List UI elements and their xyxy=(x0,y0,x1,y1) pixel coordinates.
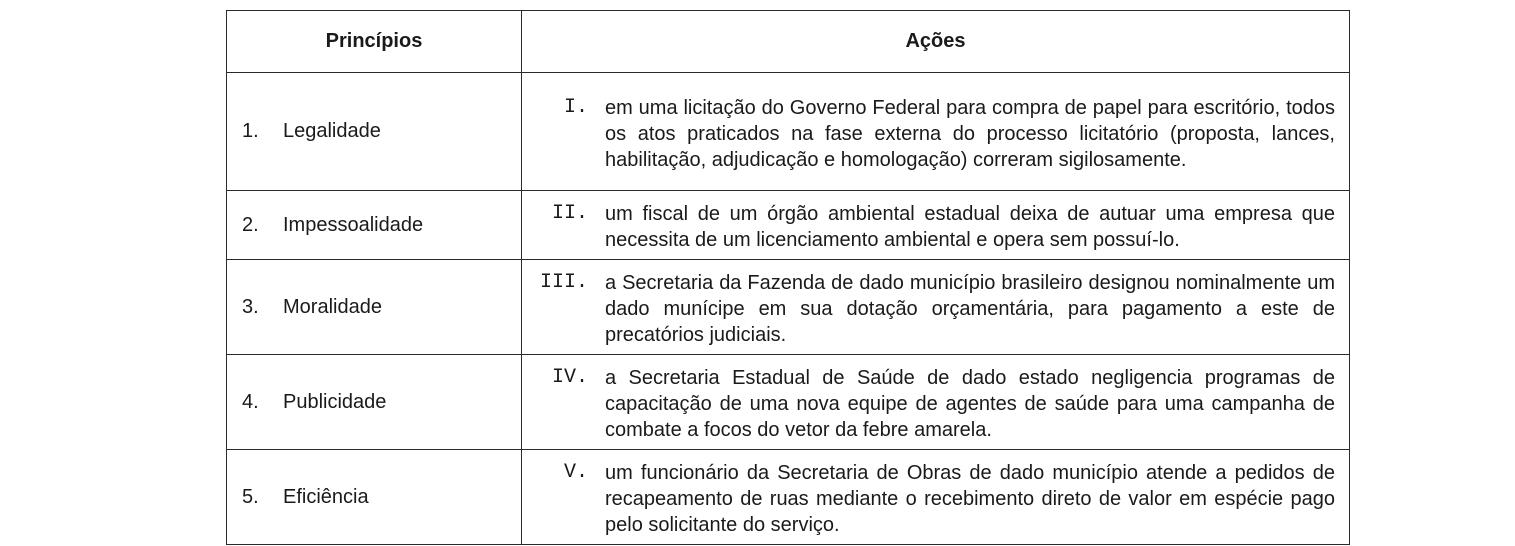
table-row xyxy=(227,73,1350,191)
action-cell xyxy=(522,260,1350,355)
action-cell xyxy=(522,191,1350,260)
action-text: em uma licitação do Governo Federal para compra de papel para escritório, todos os atos praticados na fase externa do processo licitatório (proposta, lances, habilitação, adjudicação e homologação) correram sigilosamente. xyxy=(605,96,1335,171)
principle-name: Eficiência xyxy=(283,485,369,508)
action-text: um funcionário da Secretaria de Obras de dado município atende a pedidos de recapeamento de ruas mediante o recebimento direto de valor em espécie pago pelo solicitante do serviço. xyxy=(605,462,1335,536)
principle-number: 5. xyxy=(242,485,259,508)
table-row xyxy=(227,355,1350,450)
principle-cell xyxy=(227,73,522,191)
action-roman-numeral: II. xyxy=(551,202,588,225)
principle-name: Legalidade xyxy=(283,120,381,142)
header-actions: Ações xyxy=(522,11,1350,73)
action-cell xyxy=(522,355,1350,450)
action-text: um fiscal de um órgão ambiental estadual deixa de autuar uma empresa que necessita de um licenciamento ambiental e opera sem possuí-lo. xyxy=(605,203,1335,251)
principles-actions-table xyxy=(226,10,1350,545)
action-cell xyxy=(522,73,1350,191)
action-text: a Secretaria da Fazenda de dado município brasileiro designou nominalmente um dado munícipe em sua dotação orçamentária, para pagamento a este de precatórios judiciais. xyxy=(605,272,1335,346)
principle-cell xyxy=(227,450,522,545)
principle-number: 1. xyxy=(242,120,259,142)
principle-cell xyxy=(227,191,522,260)
principle-cell xyxy=(227,355,522,450)
principle-name: Impessoalidade xyxy=(283,213,424,236)
table-header-row xyxy=(227,11,1350,73)
principle-number: 4. xyxy=(242,390,259,413)
principle-name: Moralidade xyxy=(283,295,382,318)
action-roman-numeral: V. xyxy=(563,461,588,484)
table-row xyxy=(227,260,1350,355)
principle-number: 3. xyxy=(242,295,259,318)
principle-cell xyxy=(227,260,522,355)
action-cell xyxy=(522,450,1350,545)
action-roman-numeral: III. xyxy=(539,271,588,294)
table-row xyxy=(227,450,1350,545)
principle-number: 2. xyxy=(242,213,259,236)
action-roman-numeral: IV. xyxy=(551,366,588,389)
table-row xyxy=(227,191,1350,260)
action-roman-numeral: I. xyxy=(563,95,588,119)
action-text: a Secretaria Estadual de Saúde de dado estado negligencia programas de capacitação de uma nova equipe de agentes de saúde para uma campanha de combate a focos do vetor da febre amarela. xyxy=(605,367,1335,441)
principle-name: Publicidade xyxy=(283,390,387,413)
header-principles: Princípios xyxy=(227,11,522,73)
